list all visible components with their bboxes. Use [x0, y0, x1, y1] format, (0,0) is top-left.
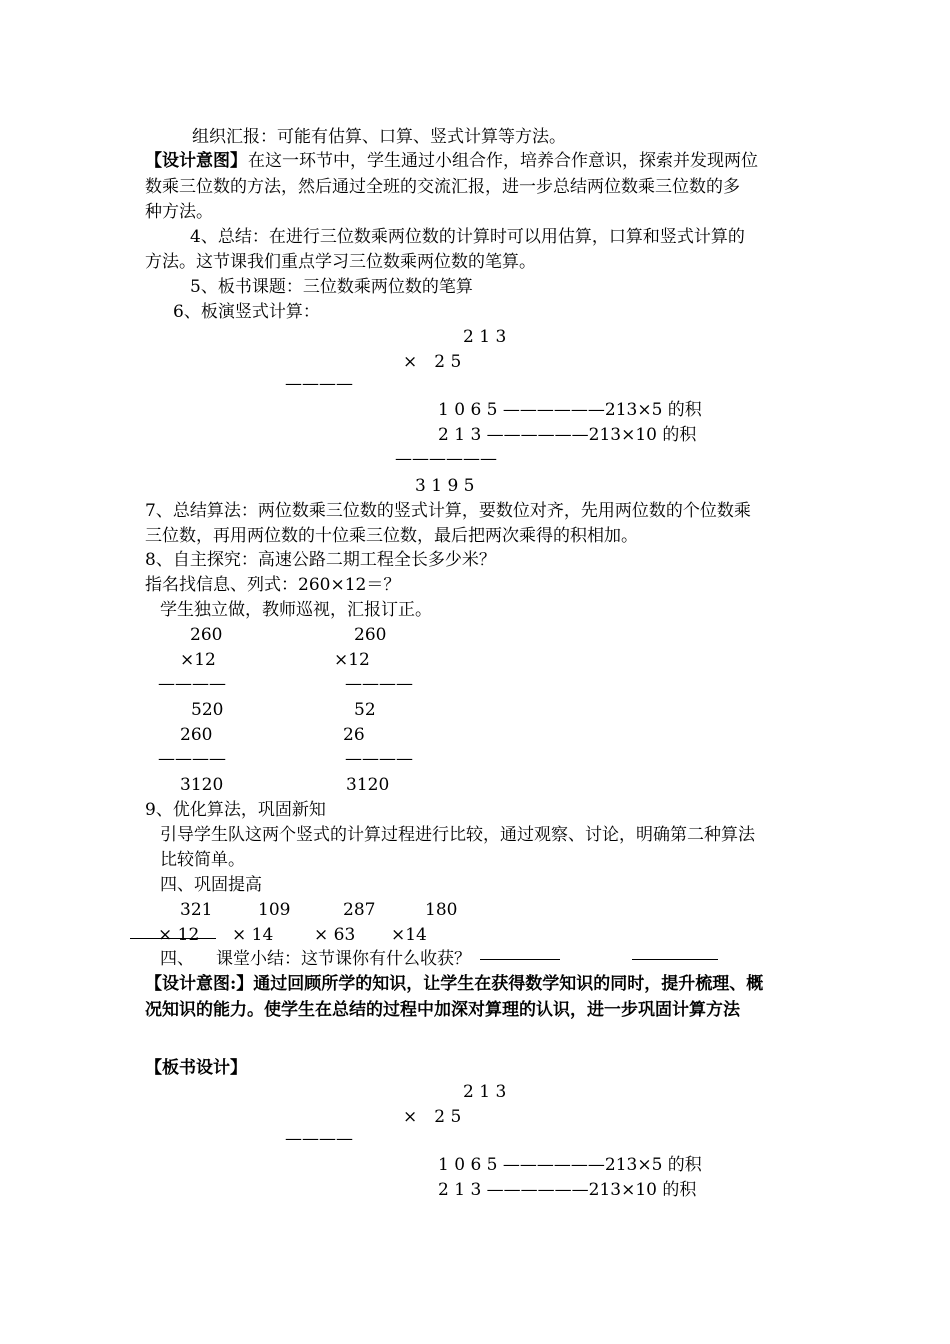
exercise-2-multiplier: × 14	[232, 925, 274, 945]
exampleA-rule-1: ————	[158, 674, 226, 694]
design-intent-heading: 【设计意图】	[145, 151, 247, 171]
board-demo-line: 6、板演竖式计算：	[173, 302, 320, 322]
exercise-3-multiplier: × 63	[314, 925, 356, 945]
exampleB-rule-1: ————	[345, 674, 413, 694]
board-multiplier: × 2 5	[403, 1107, 462, 1127]
independent-work-line: 学生独立做，教师巡视，汇报订正。	[160, 600, 432, 620]
optimize-heading: 9、优化算法，巩固新知	[145, 800, 326, 820]
exampleA-partial-1: 520	[191, 700, 224, 720]
calc1-product: 3 1 9 5	[415, 476, 475, 496]
exampleB-partial-1: 52	[354, 700, 376, 720]
exercise-3-multiplicand: 287	[343, 900, 376, 920]
calc1-multiplicand: 2 1 3	[463, 327, 507, 347]
explore-line: 8、自主探究：高速公路二期工程全长多少米？	[145, 550, 496, 570]
exampleB-rule-2: ————	[345, 749, 413, 769]
board-design-heading: 【板书设计】	[145, 1058, 247, 1078]
exampleA-partial-2: 260	[180, 725, 213, 745]
exampleA-product: 3120	[180, 775, 224, 795]
exercise-4-multiplier: ×14	[391, 925, 427, 945]
design-intent-2-cont: 况知识的能力。使学生在总结的过程中加深对算理的认识，进一步巩固计算方法	[145, 1000, 740, 1020]
exercise-1-underline	[130, 938, 216, 939]
report-line: 组织汇报：可能有估算、口算、竖式计算等方法。	[192, 127, 566, 147]
calc1-multiplier: × 2 5	[403, 352, 462, 372]
summary-line: 4、总结：在进行三位数乘两位数的计算时可以用估算，口算和竖式计算的	[190, 227, 745, 247]
calc1-partial-1: 1 0 6 5 ——————213×5 的积	[438, 400, 702, 420]
calc1-rule-1: ————	[285, 374, 353, 394]
optimize-text: 引导学生队这两个竖式的计算过程进行比较，通过观察、讨论，明确第二种算法	[160, 825, 755, 845]
exampleB-product: 3120	[346, 775, 390, 795]
exercise-1-multiplier: × 12	[158, 925, 200, 945]
algorithm-summary-2: 三位数，再用两位数的十位乘三位数，最后把两次乘得的积相加。	[145, 526, 638, 546]
calc1-rule-2: ——————	[395, 449, 497, 469]
design-intent-text: 在这一环节中，学生通过小组合作，培养合作意识，探索并发现两位	[248, 151, 758, 171]
exampleB-partial-2: 26	[343, 725, 365, 745]
exampleA-rule-2: ————	[158, 749, 226, 769]
summary-line-2: 方法。这节课我们重点学习三位数乘两位数的笔算。	[145, 252, 536, 272]
calc1-partial-2: 2 1 3 ——————213×10 的积	[438, 425, 697, 445]
board-partial-1: 1 0 6 5 ——————213×5 的积	[438, 1155, 702, 1175]
consolidate-heading: 四、巩固提高	[160, 875, 262, 895]
board-topic-line: 5、板书课题：三位数乘两位数的笔算	[190, 277, 473, 297]
board-multiplicand: 2 1 3	[463, 1082, 507, 1102]
exercise-2-multiplicand: 109	[258, 900, 291, 920]
class-summary-line: 课堂小结：这节课你有什么收获？	[216, 949, 471, 969]
exercise-4-multiplicand: 180	[425, 900, 458, 920]
section-four-label: 四、	[160, 949, 194, 969]
board-rule-1: ————	[285, 1129, 353, 1149]
exampleB-multiplier: ×12	[334, 650, 370, 670]
equation-line: 指名找信息、列式：260×12＝？	[145, 575, 401, 595]
optimize-text-2: 比较简单。	[160, 850, 245, 870]
board-partial-2: 2 1 3 ——————213×10 的积	[438, 1180, 697, 1200]
exercise-1-multiplicand: 321	[180, 900, 213, 920]
exampleB-multiplicand: 260	[354, 625, 387, 645]
exercise-4-underline	[632, 959, 718, 960]
design-intent-text-3: 种方法。	[145, 202, 213, 222]
exampleA-multiplier: ×12	[180, 650, 216, 670]
exercise-3-underline	[480, 959, 560, 960]
design-intent-2: 【设计意图:】通过回顾所学的知识，让学生在获得数学知识的同时，提升梳理、概	[145, 974, 764, 994]
algorithm-summary: 7、总结算法：两位数乘三位数的竖式计算，要数位对齐，先用两位数的个位数乘	[145, 501, 751, 521]
exampleA-multiplicand: 260	[190, 625, 223, 645]
design-intent-text-2: 数乘三位数的方法，然后通过全班的交流汇报，进一步总结两位数乘三位数的多	[145, 177, 740, 197]
